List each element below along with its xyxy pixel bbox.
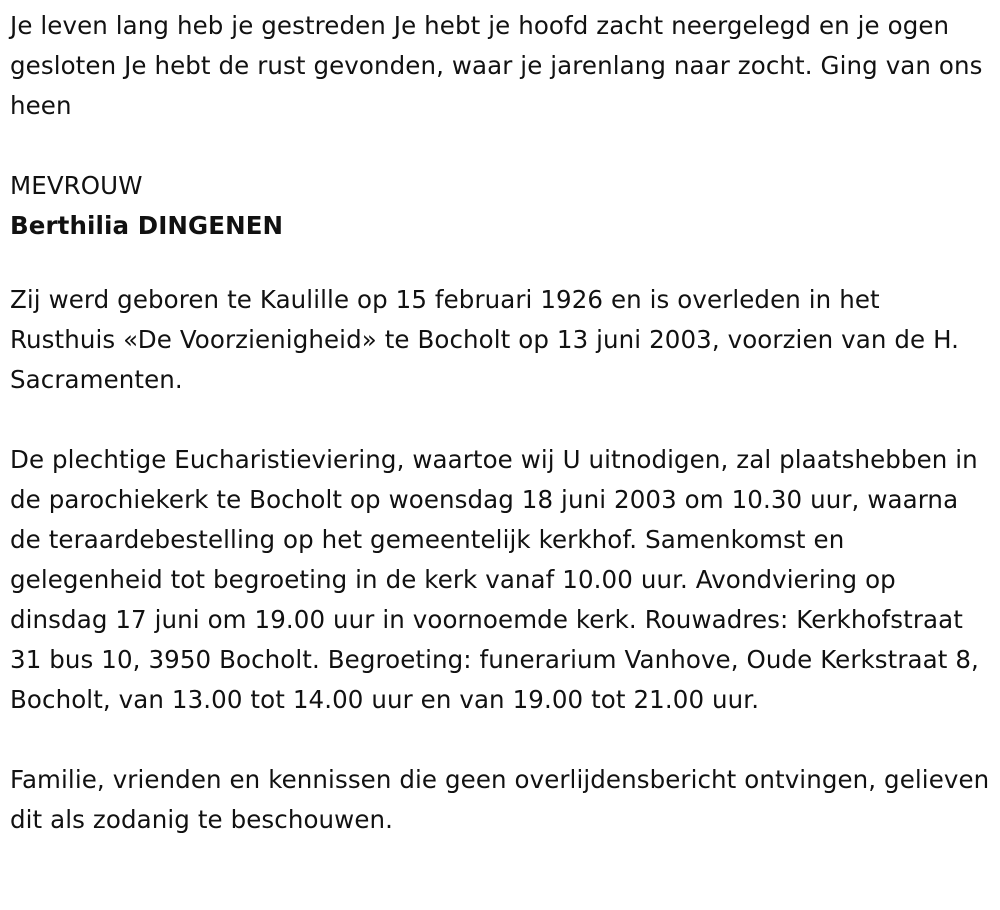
closing-paragraph: Familie, vrienden en kennissen die geen overlijdensbericht ontvingen, gelieven dit als zodanig te beschouwen. (10, 765, 990, 834)
spacer (10, 246, 992, 280)
spacer (10, 126, 992, 166)
honorific: MEVROUW (10, 171, 143, 200)
spacer (10, 720, 992, 760)
intro-paragraph: Je leven lang heb je gestreden Je hebt je hoofd zacht neergelegd en je ogen gesloten Je hebt de rust gevonden, waar je jarenlang naar zocht. Ging van ons heen (10, 11, 983, 120)
obituary-document (10, 6, 992, 840)
spacer (10, 400, 992, 440)
deceased-name: Berthilia DINGENEN (10, 211, 284, 240)
birth-death-paragraph: Zij werd geboren te Kaulille op 15 februari 1926 en is overleden in het Rusthuis «De Voorzienigheid» te Bocholt op 13 juni 2003, voorzien van de H. Sacramenten. (10, 285, 960, 394)
ceremony-paragraph: De plechtige Eucharistieviering, waartoe wij U uitnodigen, zal plaatshebben in de parochiekerk te Bocholt op woensdag 18 juni 2003 om 10.30 uur, waarna de teraardebestelling op het gemeentelijk kerkhof. Samenkomst en gelegenheid tot begroeting in de kerk vanaf 10.00 uur. Avondviering op dinsdag 17 juni om 19.00 uur in voornoemde kerk. Rouwadres: Kerkhofstraat 31 bus 10, 3950 Bocholt. Begroeting: funerarium Vanhove, Oude Kerkstraat 8, Bocholt, van 13.00 tot 14.00 uur en van 19.00 tot 21.00 uur. (10, 445, 979, 714)
